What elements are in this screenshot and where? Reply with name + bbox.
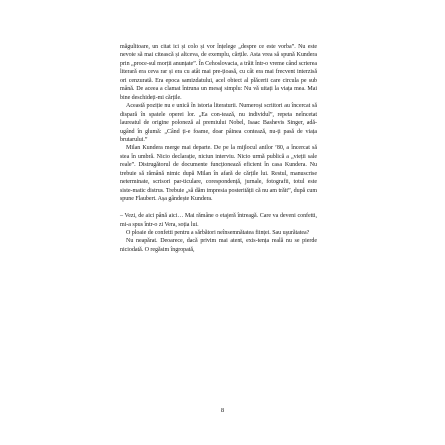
body-text — [120, 43, 317, 254]
paragraph: Nu neapărat. Deoarece, dacă privim mai atent, exis-tența reală nu se pierde niciodată. O regăsim îngropată, — [120, 238, 317, 253]
paragraph: Milan Kundera merge mai departe. De pe la mijlocul anilor ’80, a încercat să stea în umbră. Nicio declarație, niciun interviu. Nicio urmă publică a „vieții sale reale”. Distrugătorul de documente funcționează eficient în casa Kundera. Nu trebuie să rămână nimic după Milan în afară de cărțile lui. Restul, manuscrise neterminate, scrisori par-ticulare, corespondență, jurnale, fotografii, totul este siste-matic distrus. Trebuie „să dăm impresia posterității că nu am trăit”, după cum spune Flaubert. Așa gândește Kundera. — [120, 145, 317, 203]
paragraph: măgulitoare, un citat ici și colo și vor înțelege „despre ce este vorba”. Nu este nevoie să mai citească și altceva, de exemplu, cărțile. Asta vrea să spună Kundera prin „proce-sul morții anunțate”. În Cehoslovacia, a trăit într-o vreme când scrierea literară era ceva rar și era cu atât mai pre-țioasă, cu cât era mai frecvent interzisă ori cenzurată. Era epoca samizdatului, acel obiect al plăcerii care circula pe sub mână. De aceea a clamat întruna un mesaj simplu: Nu vă uitați la viața mea. Mai bine deschideți-mi cărțile. — [120, 44, 317, 101]
paragraph: Această poziție nu e unică în istoria literaturii. Numeroși scriitori au încercat să dispară în spatele operei lor. „Ea con-tează, nu individul”, repeta neîncetat laureatul de origine poloneză al premiului Nobel, Isaac Bashevis Singer, adă-ugând în glumă: „Când ți-e foame, doar pâinea contează, nu-ți pasă de viața brutarului.” — [120, 103, 317, 143]
dialogue-paragraph: – Vezi, de aici până aici… Mai rămâne o etajeră întreagă. Care va deveni confetti, mi-a spus într-o zi Vera, soția lui. — [120, 213, 317, 228]
paragraph: O ploaie de confetti pentru a sărbători neînsemnătatea ființei. Sau uşurătatea? — [126, 229, 310, 236]
page-number: 8 — [220, 407, 225, 414]
